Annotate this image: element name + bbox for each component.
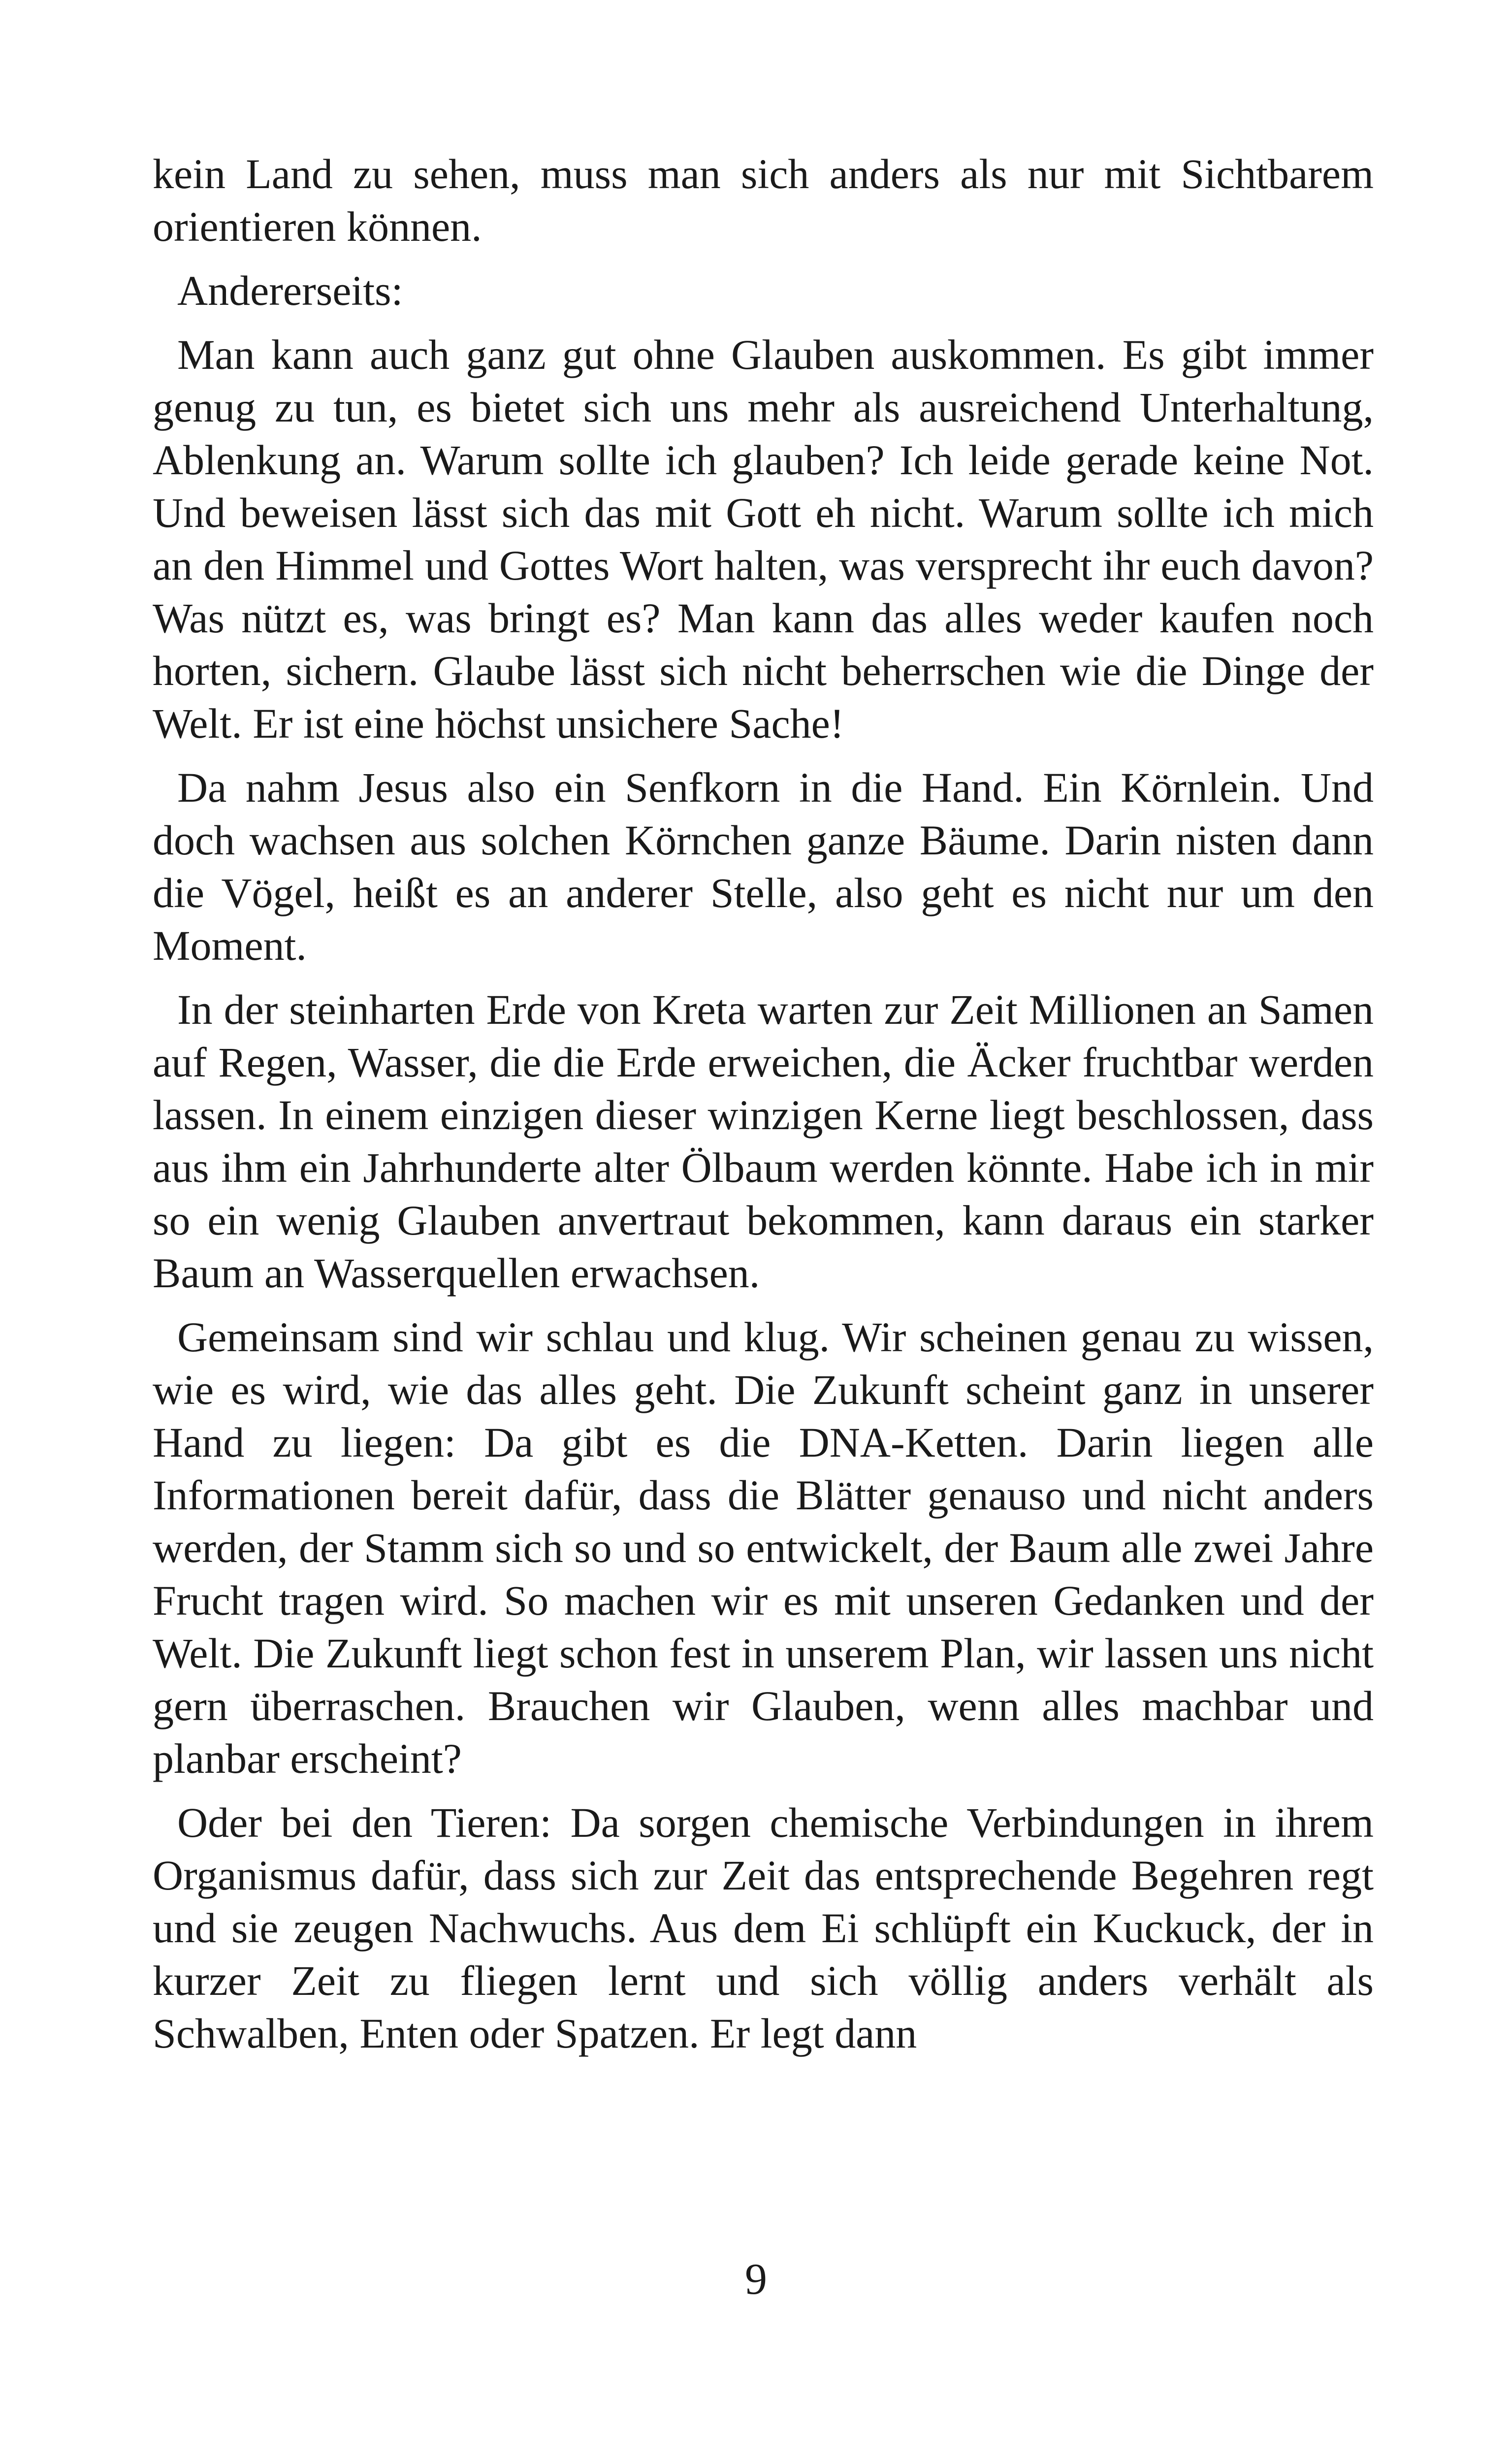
page-body xyxy=(153,148,1374,2071)
paragraph-senfkorn: Da nahm Jesus also ein Senfkorn in die Hand. Ein Körnlein. Und doch wachsen aus solchen Körnchen ganze Bäume. Darin nisten dann die Vögel, heißt es an anderer Stelle, also geht es nicht nur um den Moment. xyxy=(153,764,1374,969)
paragraph-tiere: Oder bei den Tieren: Da sorgen chemische Verbindungen in ihrem Organismus dafür, dass sich zur Zeit das entsprechende Begehren regt und sie zeugen Nachwuchs. Aus dem Ei schlüpft ein Kuckuck, der in kurzer Zeit zu fliegen lernt und sich völlig anders verhält als Schwalben, Enten oder Spatzen. Er legt dann xyxy=(153,1799,1374,2057)
paragraph-continuation: kein Land zu sehen, muss man sich anders als nur mit Sichtbarem orientieren können. xyxy=(153,150,1374,250)
paragraph-ohne-glauben: Man kann auch ganz gut ohne Glauben auskommen. Es gibt immer genug zu tun, es bietet sich uns mehr als ausreichend Unterhaltung, Ablenkung an. Warum sollte ich glauben? Ich leide gerade keine Not. Und beweisen lässt sich das mit Gott eh nicht. Warum sollte ich mich an den Himmel und Gottes Wort halten, was versprecht ihr euch davon? Was nützt es, was bringt es? Man kann das alles weder kaufen noch horten, sichern. Glaube lässt sich nicht beherrschen wie die Dinge der Welt. Er ist eine höchst unsichere Sache! xyxy=(153,331,1374,747)
paragraph-andererseits: Andererseits: xyxy=(177,267,403,314)
paragraph-kreta: In der steinharten Erde von Kreta warten zur Zeit Millionen an Samen auf Regen, Wasser, die die Erde erweichen, die Äcker fruchtbar werden lassen. In einem einzigen dieser winzigen Kerne liegt beschlossen, dass aus ihm ein Jahrhunderte alter Ölbaum werden könnte. Habe ich in mir so ein wenig Glauben anvertraut bekommen, kann daraus ein starker Baum an Wasserquellen erwachsen. xyxy=(153,986,1374,1297)
page-number: 9 xyxy=(745,2255,767,2304)
paragraph-gemeinsam: Gemeinsam sind wir schlau und klug. Wir scheinen genau zu wissen, wie es wird, wie das alles geht. Die Zukunft scheint ganz in unserer Hand zu liegen: Da gibt es die DNA-Ketten. Darin liegen alle Informationen bereit dafür, dass die Blätter genauso und nicht anders werden, der Stamm sich so und so entwickelt, der Baum alle zwei Jahre Frucht tragen wird. So machen wir es mit unseren Gedanken und der Welt. Die Zukunft liegt schon fest in unserem Plan, wir lassen uns nicht gern überraschen. Brauchen wir Glauben, wenn alles machbar und planbar erscheint? xyxy=(153,1313,1374,1782)
